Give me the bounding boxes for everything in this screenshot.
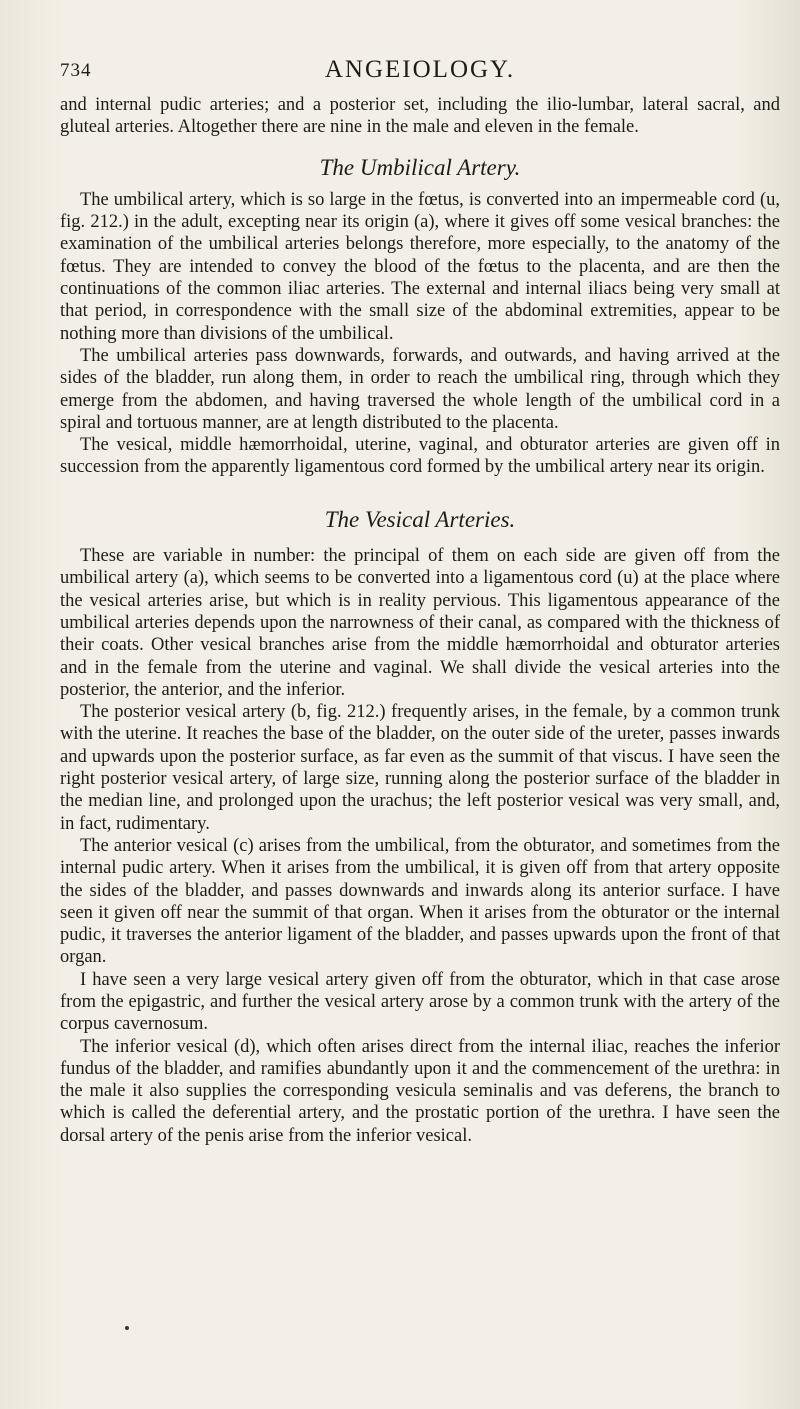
body-text — [60, 94, 780, 1147]
paragraph-umbilical-1: The umbilical artery, which is so large in the fœtus, is converted into an impermeable cord (u, fig. 212.) in the adult, excepting near its origin (a), where it gives off some vesical branches: the examination of the umbilical arteries belongs therefore, more especially, to the anatomy of the fœtus. They are intended to convey the blood of the fœtus to the placenta, and are then the continuations of the common iliac arteries. The external and internal iliacs being very small at that period, in correspondence with the small size of the abdominal extremities, appear to be nothing more than divisions of the umbilical. — [60, 189, 780, 344]
paragraph-vesical-1: These are variable in number: the principal of them on each side are given off from the umbilical artery (a), which seems to be converted into a ligamentous cord (u) at the place where the vesical arteries arise, but which is in reality pervious. This ligamentous appearance of the umbilical arteries depends upon the narrowness of their canal, as compared with the thickness of their coats. Other vesical branches arise from the middle hæmorrhoidal and obturator arteries and in the female from the uterine and vaginal. We shall divide the vesical arteries into the posterior, the anterior, and the inferior. — [60, 546, 780, 700]
paragraph-vesical-3: The anterior vesical (c) arises from the umbilical, from the obturator, and sometimes from the internal pudic artery. When it arises from the umbilical, it is given off from that artery opposite the sides of the bladder, and passes downwards and inwards along its anterior surface. I have seen it given off near the summit of that organ. When it arises from the obturator or the internal pudic, it traverses the anterior ligament of the bladder, and passes upwards upon the front of that organ. — [60, 835, 780, 968]
paragraph-vesical-4: I have seen a very large vesical artery given off from the obturator, which in that case arose from the epigastric, and further the vesical artery arose by a common trunk with the artery of the corpus cavernosum. — [60, 969, 780, 1035]
paragraph-intro: and internal pudic arteries; and a posterior set, including the ilio-lumbar, lateral sacral, and gluteal arteries. Altogether there are nine in the male and eleven in the female. — [60, 95, 780, 138]
section-heading-vesical-arteries: The Vesical Arteries. — [324, 506, 516, 532]
running-title: ANGEIOLOGY. — [324, 56, 516, 83]
page-header — [60, 50, 780, 90]
paragraph-umbilical-3: The vesical, middle hæmorrhoidal, uterine, vaginal, and obturator arteries are given off in succession from the apparently ligamentous cord formed by the umbilical artery near its origin. — [60, 435, 780, 478]
paragraph-vesical-5: The inferior vesical (d), which often arises direct from the internal iliac, reaches the inferior fundus of the bladder, and ramifies abundantly upon it and the commencement of the urethra: in the male it also supplies the corresponding vesicula seminalis and vas deferens, the branch to which is called the deferential artery, and the prostatic portion of the urethra. I have seen the dorsal artery of the penis arise from the inferior vesical. — [60, 1036, 780, 1146]
paragraph-umbilical-2: The umbilical arteries pass downwards, forwards, and outwards, and having arrived at the sides of the bladder, run along them, in order to reach the umbilical ring, through which they emerge from the abdomen, and having traversed the whole length of the umbilical cord in a spiral and tortuous manner, are at length distributed to the placenta. — [60, 345, 780, 433]
paragraph-vesical-2: The posterior vesical artery (b, fig. 212.) frequently arises, in the female, by a common trunk with the uterine. It reaches the base of the bladder, on the outer side of the ureter, passes inwards and upwards upon the posterior surface, as far even as the summit of that viscus. I have seen the right posterior vesical artery, of large size, running along the posterior surface of the bladder in the median line, and prolonged upon the urachus; the left posterior vesical was very small, and, in fact, rudimentary. — [60, 702, 780, 834]
page-number: 734 — [60, 60, 92, 81]
section-heading-umbilical-artery: The Umbilical Artery. — [319, 154, 521, 180]
ink-speck — [125, 1326, 129, 1330]
